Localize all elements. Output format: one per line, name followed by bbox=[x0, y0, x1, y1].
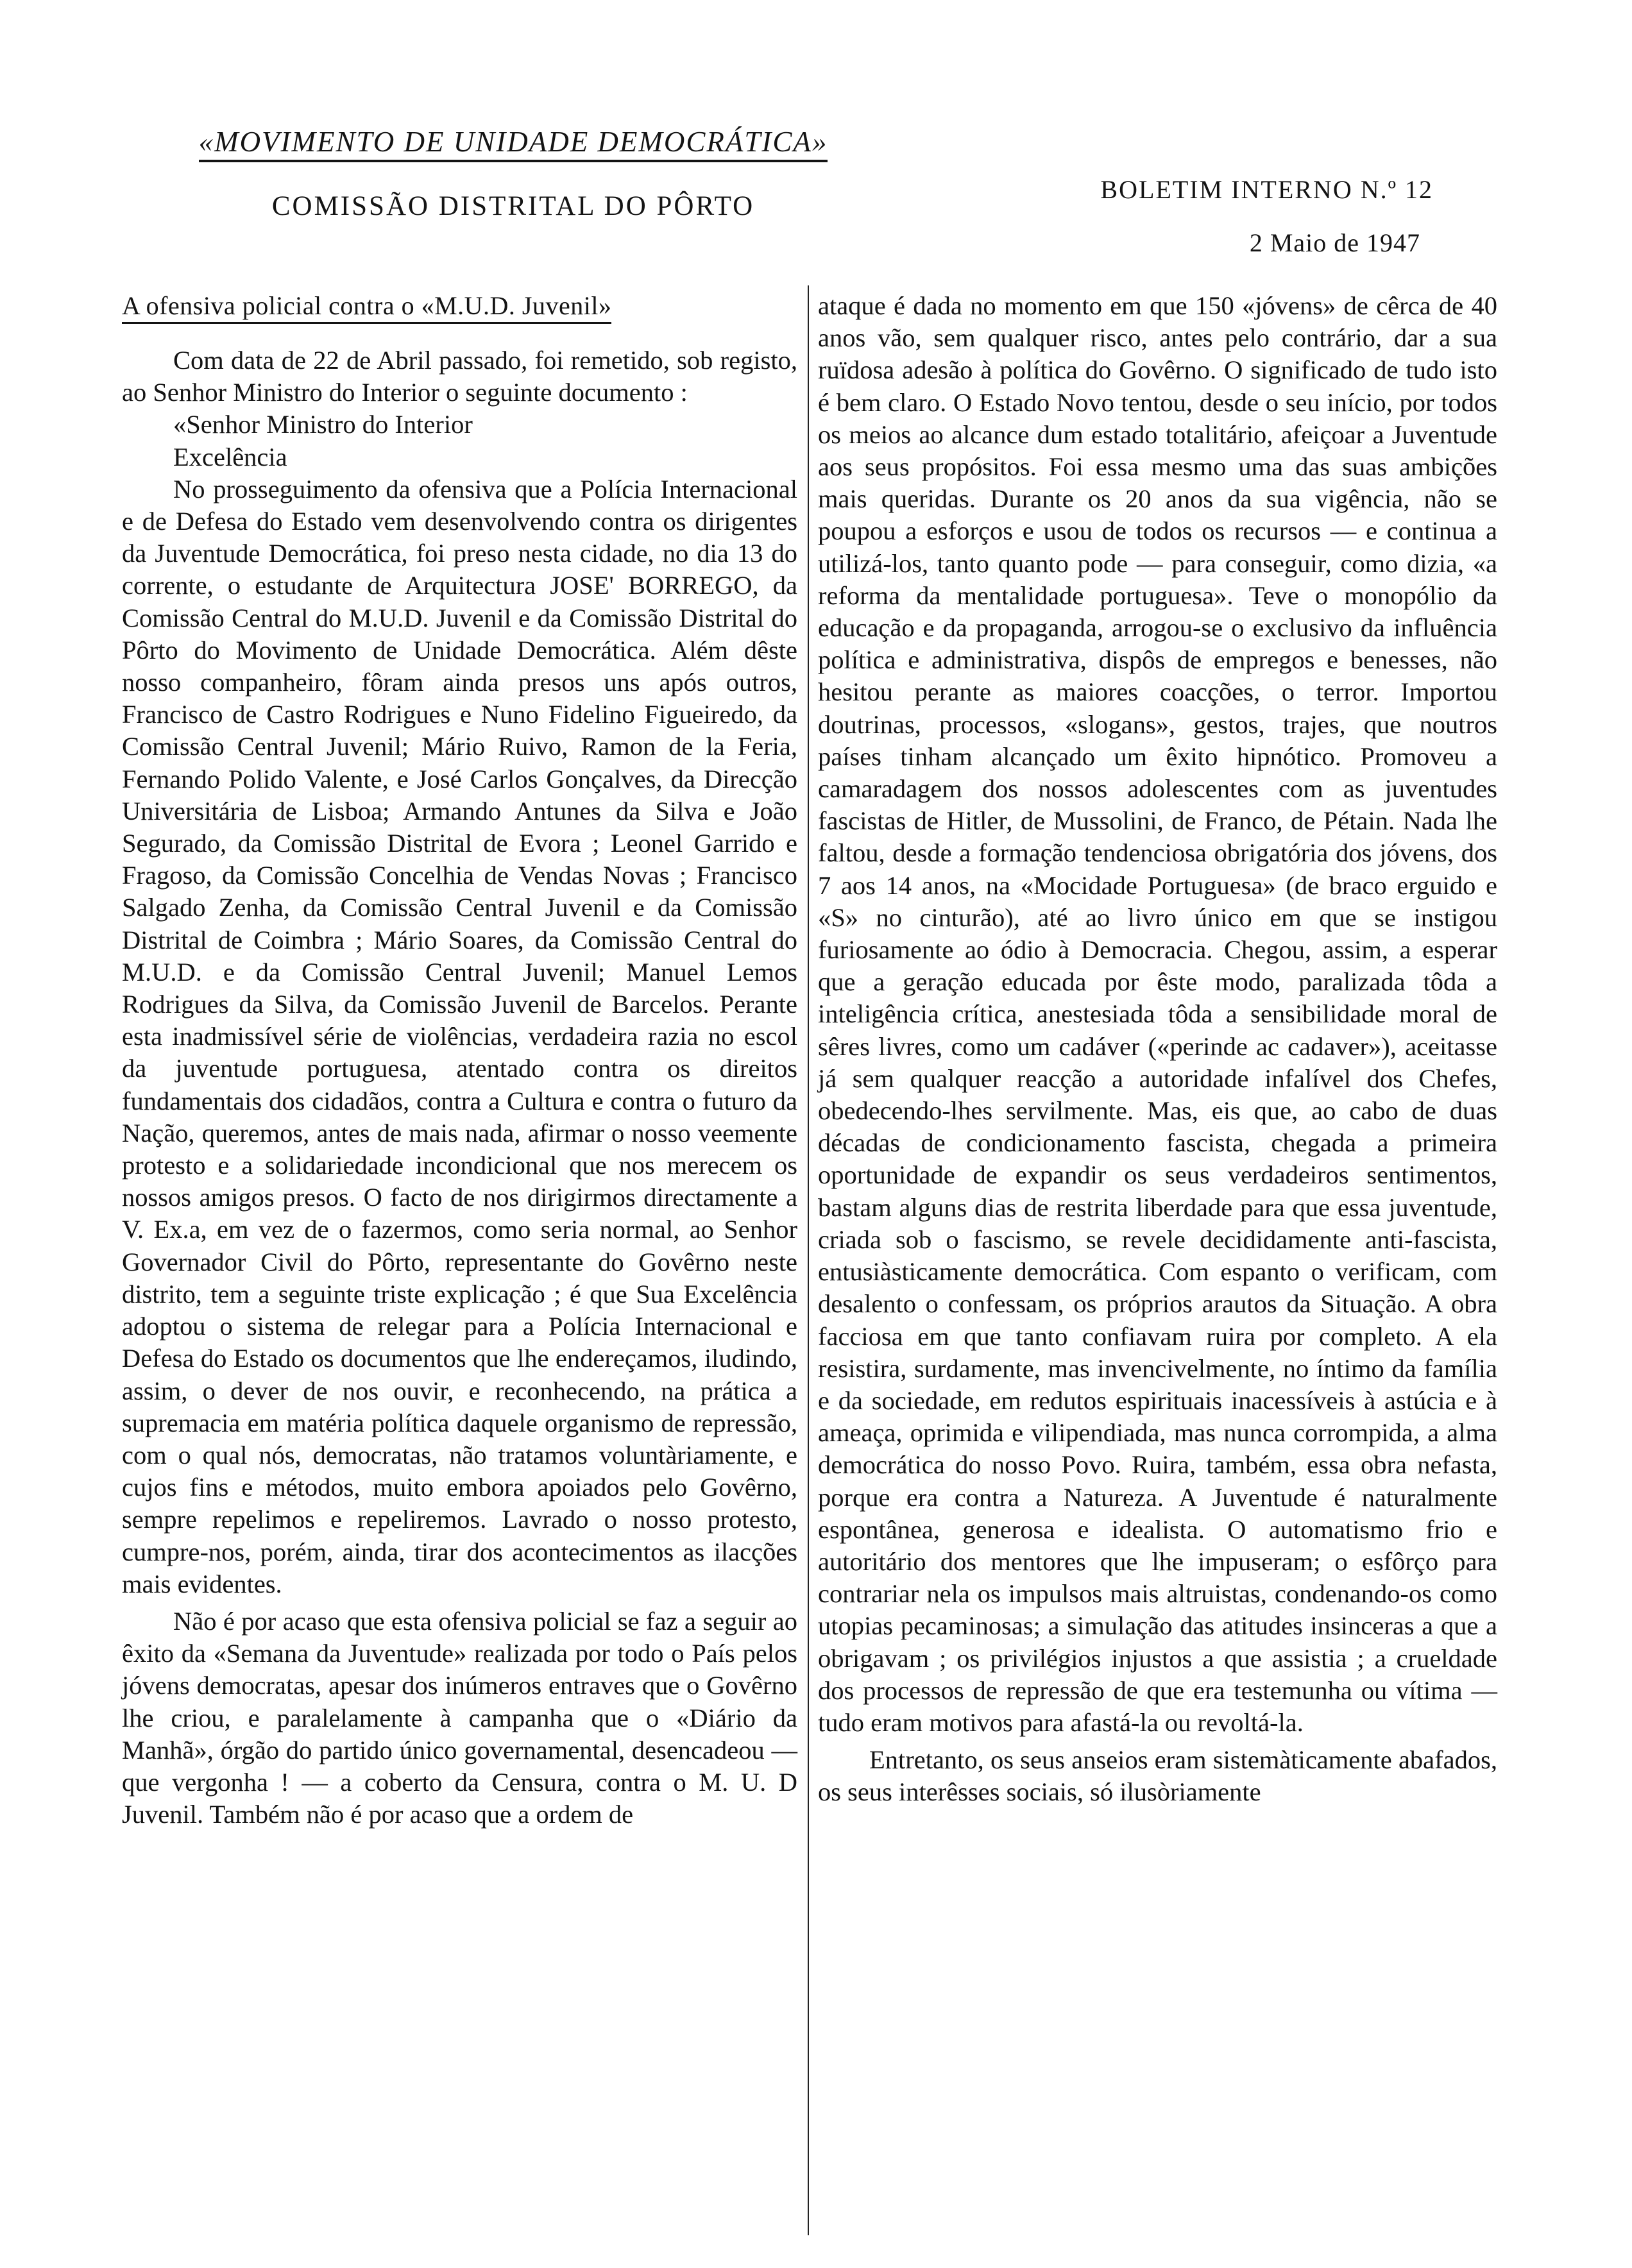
masthead-left bbox=[125, 125, 901, 222]
right-column bbox=[818, 290, 1497, 1809]
bulletin-number: BOLETIM INTERNO N.º 12 bbox=[1100, 175, 1433, 204]
paragraph: Com data de 22 de Abril passado, foi remetido, sob registo, ao Senhor Ministro do Interior o seguinte documento : bbox=[122, 346, 797, 407]
paragraph: Entretanto, os seus anseios eram sistemàticamente abafados, os seus interêsses sociais, só ilusòriamente bbox=[818, 1745, 1497, 1807]
paragraph: No prosseguimento da ofensiva que a Polícia Internacional e de Defesa do Estado vem desenvolvendo contra os dirigentes da Juventude Democrática, foi preso nesta cidade, no dia 13 do corrente, o estudante de Arquitectura JOSE' BORREGO, da Comissão Central do M.U.D. Juvenil e da Comissão Distrital do Pôrto do Movimento de Unidade Democrática. Além dêste nosso companheiro, fôram ainda presos uns após outros, Francisco de Castro Rodrigues e Nuno Fidelino Figueiredo, da Comissão Central Juvenil; Mário Ruivo, Ramon de la Feria, Fernando Polido Valente, e José Carlos Gonçalves, da Direcção Universitária de Lisboa; Armando Antunes da Silva e João Segurado, da Comissão Distrital de Evora ; Leonel Garrido e Fragoso, da Comissão Concelhia de Vendas Novas ; Francisco Salgado Zenha, da Comissão Central Juvenil e da Comissão Distrital de Coimbra ; Mário Soares, da Comissão Central do M.U.D. e da Comissão Central Juvenil; Manuel Lemos Rodrigues da Silva, da Comissão Juvenil de Barcelos. Perante esta inadmissível série de violências, verdadeira razia no escol da juventude portuguesa, atentado contra os direitos fundamentais dos cidadãos, contra a Cultura e contra o futuro da Nação, queremos, antes de mais nada, afirmar o nosso veemente protesto e a solidariedade incondicional que nos merecem os nossos amigos presos. O facto de nos dirigirmos directamente a V. Ex.a, em vez de o fazermos, como seria normal, ao Senhor Governador Civil do Pôrto, representante do Govêrno neste distrito, tem a seguinte triste explicação ; é que Sua Excelência adoptou o sistema de relegar para a Polícia Internacional e Defesa do Estado os documentos que lhe endereçamos, iludindo, assim, o dever de nos ouvir, e reconhecendo, na prática a supremacia em matéria política daquele organismo de repressão, com o qual nós, democratas, não tratamos voluntàriamente, e cujos fins e métodos, muito embora apoiados pelo Govêrno, sempre repelimos e repeliremos. Lavrado o nosso protesto, cumpre-nos, porém, ainda, tirar dos acontecimentos as ilacções mais evidentes. bbox=[122, 474, 797, 1598]
paragraph: Não é por acaso que esta ofensiva policial se faz a seguir ao êxito da «Semana da Juventude» realizada por todo o País pelos jóvens democratas, apesar dos inúmeros entraves que o Govêrno lhe criou, e paralelamente à campanha que o «Diário da Manhã», órgão do partido único governamental, desencadeou — que vergonha ! — a coberto da Censura, contra o M. U. D Juvenil. Também não é por acaso que a ordem de bbox=[122, 1606, 797, 1829]
left-column bbox=[122, 290, 797, 1831]
article-heading: A ofensiva policial contra o «M.U.D. Juvenil» bbox=[122, 291, 611, 324]
paragraph: ataque é dada no momento em que 150 «jóvens» de cêrca de 40 anos vão, sem qualquer risco, antes pelo contrário, dar a sua ruïdosa adesão à política do Govêrno. O significado de tudo isto é bem claro. O Estado Novo tentou, desde o seu início, por todos os meios ao alcance dum estado totalitário, afeiçoar a Juventude aos seus propósitos. Foi essa mesmo uma das suas ambições mais queridas. Durante os 20 anos da sua vigência, não se poupou a esforços e usou de todos os recursos — e continua a utilizá-los, tanto quanto pode — para conseguir, como dizia, «a reforma da mentalidade portuguesa». Teve o monopólio da educação e da propaganda, arrogou-se o exclusivo da influência política e administrativa, dispôs de empregos e benesses, não hesitou perante as maiores coacções, o terror. Importou doutrinas, processos, «slogans», gestos, trajes, que noutros países tinham alcançado um êxito hipnótico. Promoveu a camaradagem dos nossos adolescentes com as juventudes fascistas de Hitler, de Mussolini, de Franco, de Pétain. Nada lhe faltou, desde a formação tendenciosa obrigatória dos jóvens, dos 7 aos 14 anos, na «Mocidade Portuguesa» (de braco erguido e «S» no cinturão), até ao livro único em que se instigou furiosamente ao ódio à Democracia. Chegou, assim, a esperar que a geração educada por êste modo, paralizada tôda a inteligência crítica, anestesiada tôda a sensibilidade moral de sêres livres, como um cadáver («perinde ac cadaver»), aceitasse já sem qualquer reacção a autoridade infalível dos Chefes, obedecendo-lhes servilmente. Mas, eis que, ao cabo de duas décadas de condicionamento fascista, chegada a primeira oportunidade de expandir os seus verdadeiros sentimentos, bastam alguns dias de restrita liberdade para que essa juventude, criada sob o fascismo, se revele decididamente anti-fascista, entusiàsticamente democrática. Com espanto o verificam, com desalento o confessam, os próprios arautos da Situação. A obra facciosa em que tanto confiavam ruira por completo. A ela resistira, surdamente, mas invencivelmente, no íntimo da família e da sociedade, em redutos espirituais inacessíveis à astúcia e à ameaça, oprimida e vilipendiada, mas nunca corrompida, a alma democrática do nosso Povo. Ruira, também, essa obra nefasta, porque era contra a Natureza. A Juventude é naturalmente espontânea, generosa e idealista. O automatismo frio e autoritário dos mentores que lhe impuseram; o esfôrço para contrariar nela os impulsos mais altruistas, condenando-os como utopias pecaminosas; a simulação das atitudes insinceras a que a obrigavam ; os privilégios injustos a que assistia ; a crueldade dos processos de repressão de que era testemunha ou vítima — tudo eram motivos para afastá-la ou revoltá-la. bbox=[818, 291, 1497, 1737]
movement-title: «MOVIMENTO DE UNIDADE DEMOCRÁTICA» bbox=[199, 125, 828, 162]
issue-date: 2 Maio de 1947 bbox=[1249, 228, 1420, 257]
masthead-right bbox=[1100, 174, 1433, 258]
column-divider bbox=[808, 285, 809, 2235]
paragraph: Excelência bbox=[173, 442, 287, 471]
commission-title: COMISSÃO DISTRITAL DO PÔRTO bbox=[271, 191, 755, 221]
paragraph: «Senhor Ministro do Interior bbox=[173, 410, 473, 439]
